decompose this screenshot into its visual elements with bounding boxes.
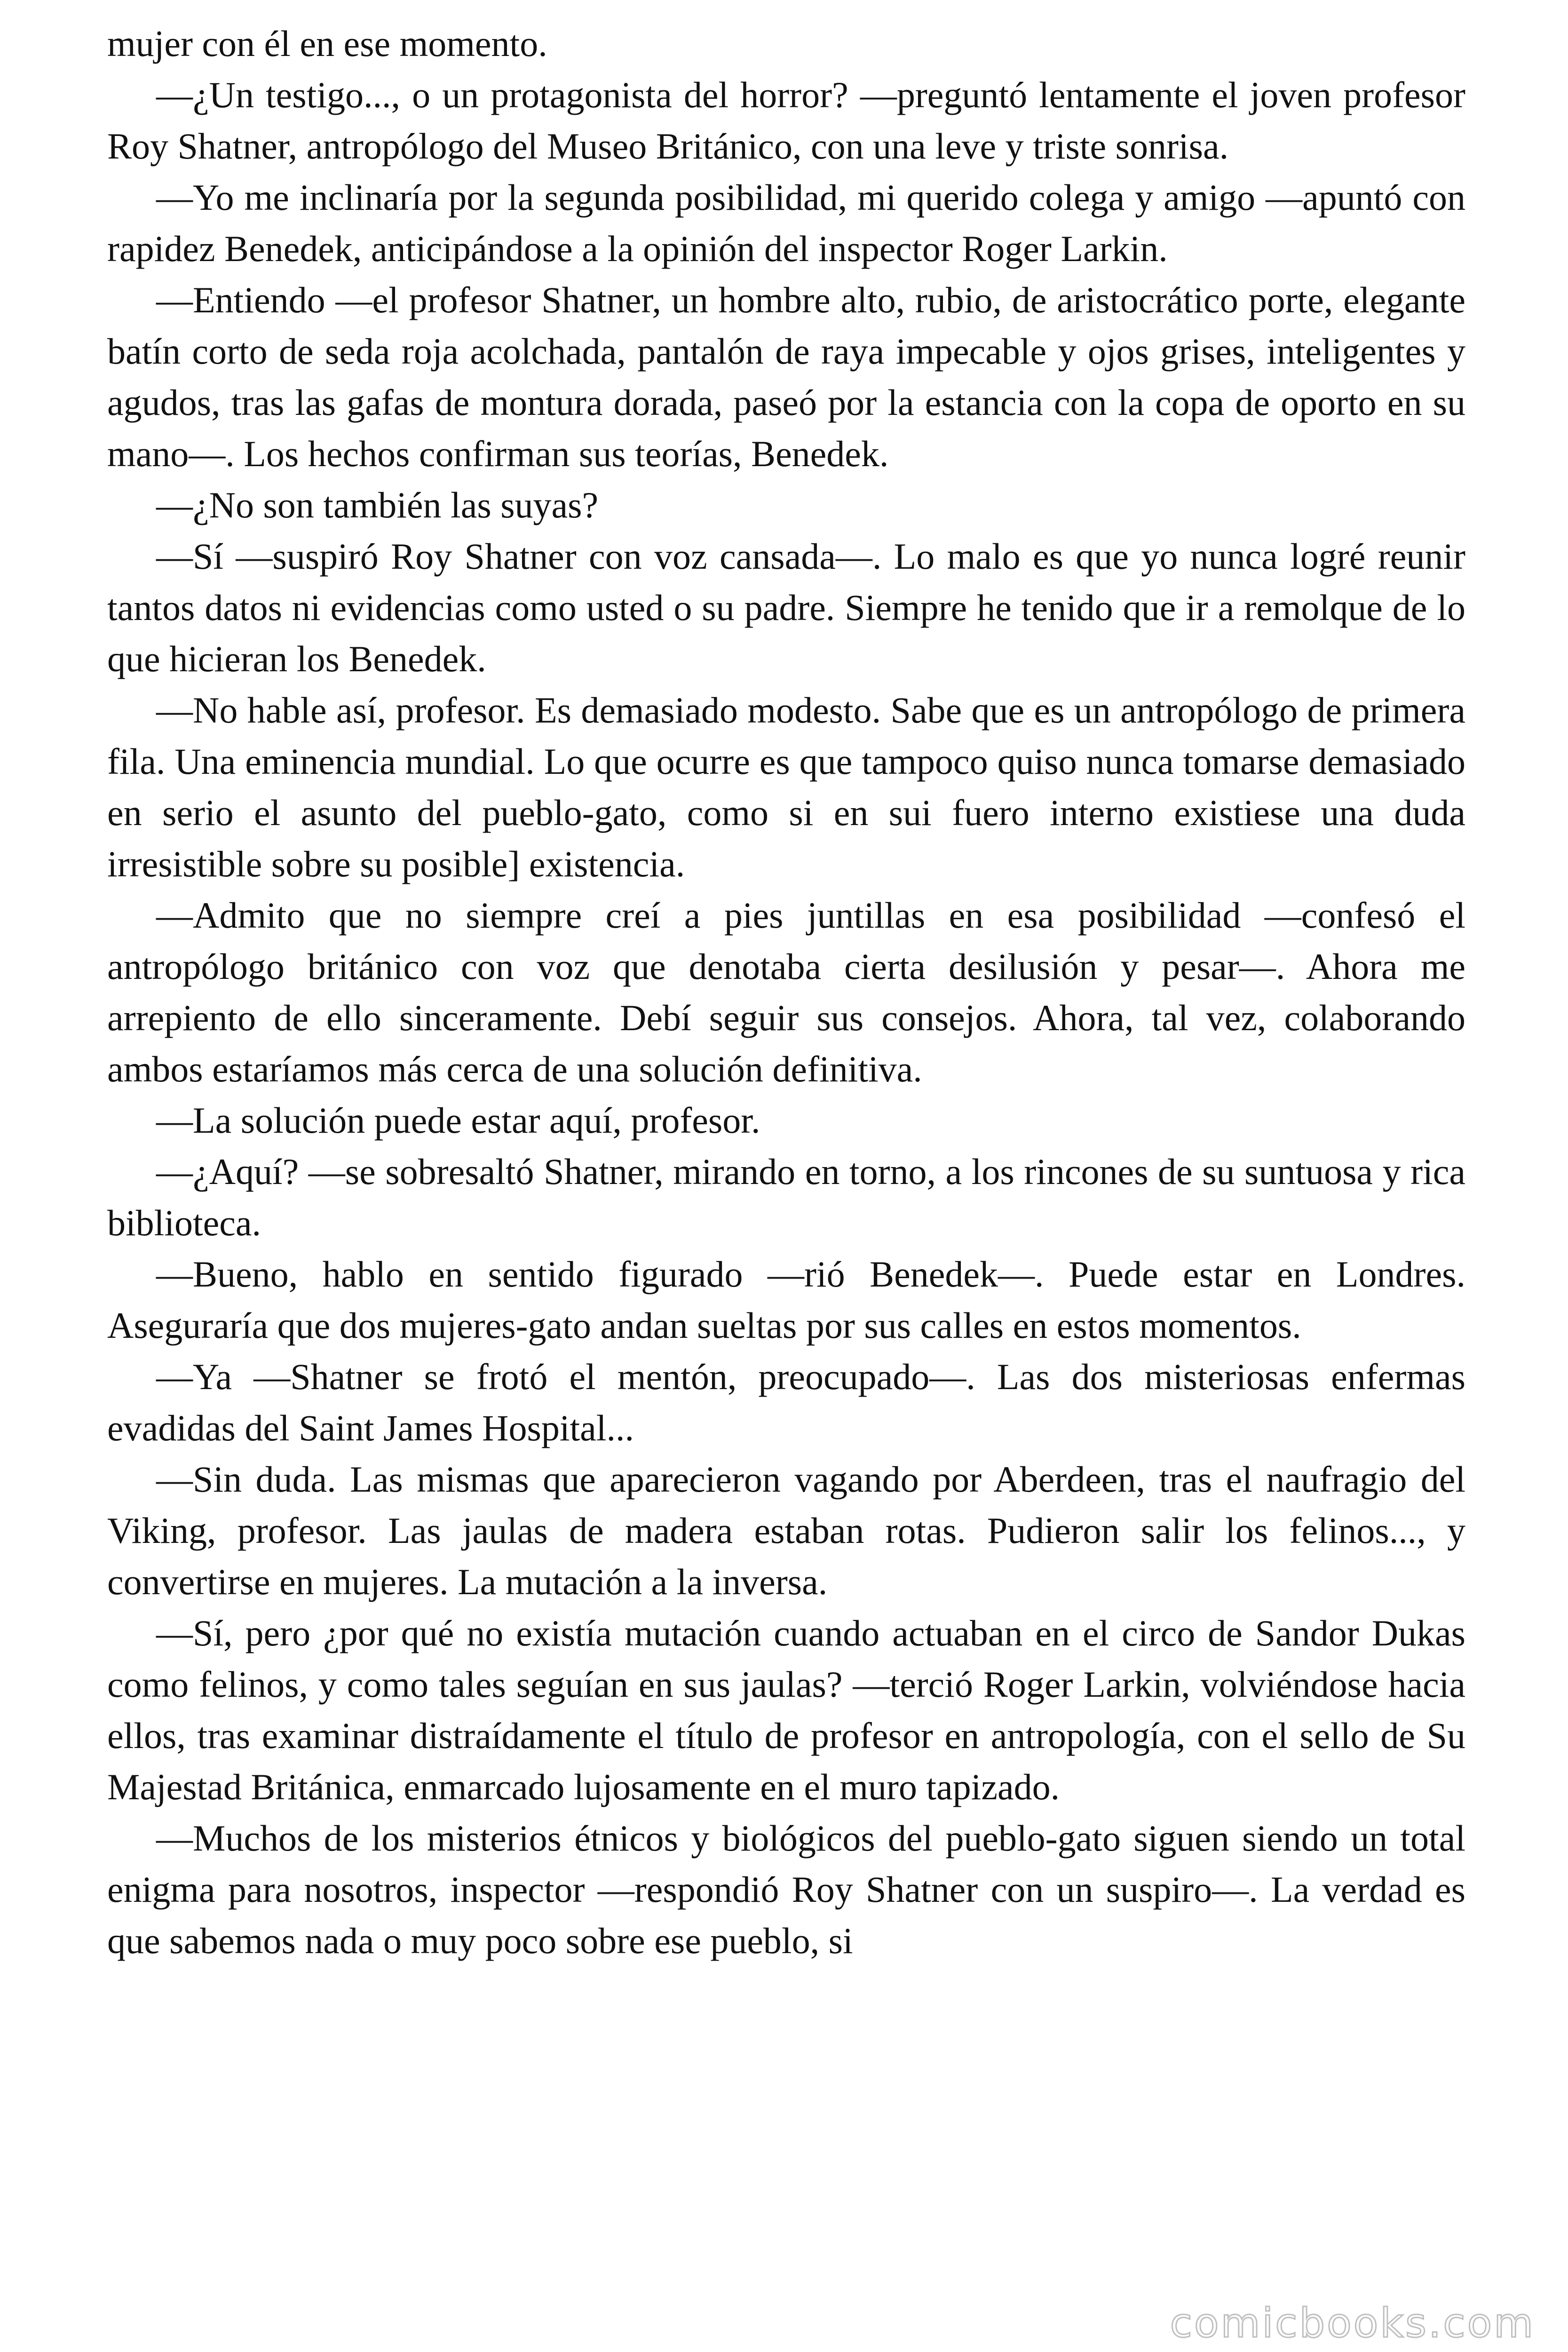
paragraph-8: —Admito que no siempre creí a pies juntillas en esa posibilidad —confesó el antropólogo británico con voz que denotaba cierta desilusión y pesar—. Ahora me arrepiento de ello sinceramente. Debí seguir sus consejos. Ahora, tal vez, colaborando ambos estaríamos más cerca de una solución definitiva. [107, 895, 1465, 1089]
paragraph-1: mujer con él en ese momento. [107, 23, 547, 64]
paragraph-10: —¿Aquí? —se sobresaltó Shatner, mirando en torno, a los rincones de su suntuosa y rica biblioteca. [107, 1151, 1465, 1243]
paragraph-7: —No hable así, profesor. Es demasiado modesto. Sabe que es un antropólogo de primera fila. Una eminencia mundial. Lo que ocurre es que tampoco quiso nunca tomarse demasiado en serio el asunto del pueblo-gato, como si en sui fuero interno existiese una duda irresistible sobre su posible] existencia. [107, 690, 1465, 884]
book-page [107, 18, 1465, 2323]
paragraph-11: —Bueno, hablo en sentido figurado —rió Benedek—. Puede estar en Londres. Aseguraría que dos mujeres-gato andan sueltas por sus calles en estos momentos. [107, 1254, 1465, 1346]
paragraph-14: —Sí, pero ¿por qué no existía mutación cuando actuaban en el circo de Sandor Dukas como felinos, y como tales seguían en sus jaulas? —terció Roger Larkin, volviéndose hacia ellos, tras examinar distraídamente el título de profesor en antropología, con el sello de Su Majestad Británica, enmarcado lujosamente en el muro tapizado. [107, 1613, 1465, 1807]
paragraph-6: —Sí —suspiró Roy Shatner con voz cansada—. Lo malo es que yo nunca logré reunir tantos datos ni evidencias como usted o su padre. Siempre he tenido que ir a remolque de lo que hicieran los Benedek. [107, 536, 1465, 679]
watermark-text: comicbooks.com [1170, 2300, 1535, 2347]
paragraph-9: —La solución puede estar aquí, profesor. [156, 1100, 760, 1141]
paragraph-13: —Sin duda. Las mismas que aparecieron vagando por Aberdeen, tras el naufragio del Viking, profesor. Las jaulas de madera estaban rotas. Pudieron salir los felinos..., y convertirse en mujeres. La mutación a la inversa. [107, 1459, 1465, 1602]
paragraph-3: —Yo me inclinaría por la segunda posibilidad, mi querido colega y amigo —apuntó con rapidez Benedek, anticipándose a la opinión del inspector Roger Larkin. [107, 177, 1465, 269]
paragraph-2: —¿Un testigo..., o un protagonista del horror? —preguntó lentamente el joven profesor Roy Shatner, antropólogo del Museo Británico, con una leve y triste sonrisa. [107, 74, 1465, 167]
paragraph-5: —¿No son también las suyas? [156, 485, 599, 525]
paragraph-15: —Muchos de los misterios étnicos y biológicos del pueblo-gato siguen siendo un total enigma para nosotros, inspector —respondió Roy Shatner con un suspiro—. La verdad es que sabemos nada o muy poco sobre ese pueblo, si [107, 1818, 1465, 1961]
paragraph-12: —Ya —Shatner se frotó el mentón, preocupado—. Las dos misteriosas enfermas evadidas del Saint James Hospital... [107, 1356, 1465, 1448]
paragraph-4: —Entiendo —el profesor Shatner, un hombre alto, rubio, de aristocrático porte, elegante batín corto de seda roja acolchada, pantalón de raya impecable y ojos grises, inteligentes y agudos, tras las gafas de montura dorada, paseó por la estancia con la copa de oporto en su mano—. Los hechos confirman sus teorías, Benedek. [107, 279, 1465, 474]
